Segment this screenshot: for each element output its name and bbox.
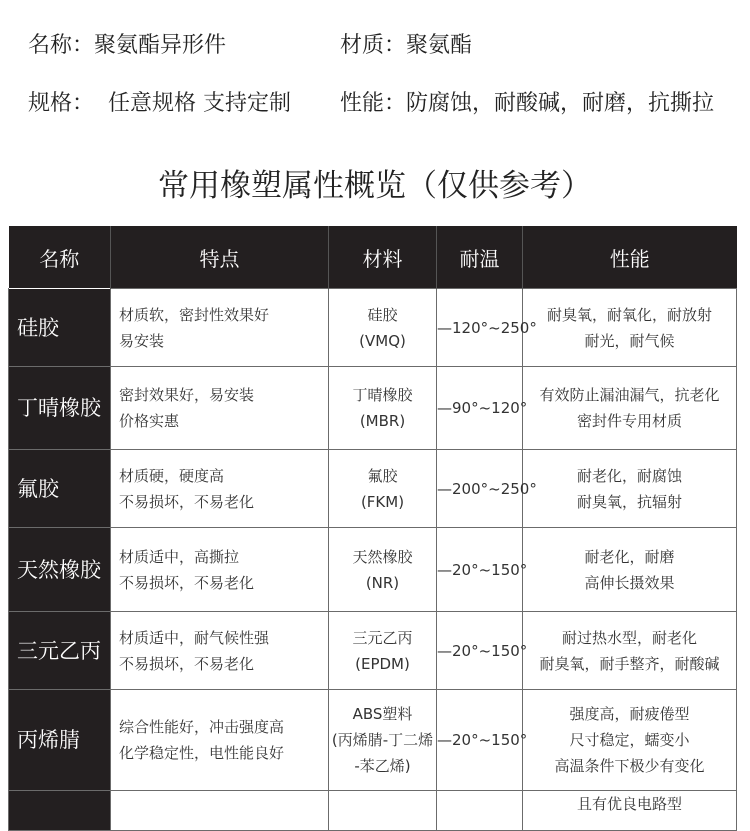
row-temp: —200°~250° — [437, 450, 523, 528]
table-row — [9, 450, 737, 528]
table-row — [9, 528, 737, 612]
table-header-row — [9, 226, 737, 289]
row-name: 丁晴橡胶 — [9, 367, 111, 450]
row-material: 氟胶 (FKM) — [329, 450, 437, 528]
table-row — [9, 690, 737, 791]
row-name: 丙烯腈 — [9, 690, 111, 791]
table-row — [9, 367, 737, 450]
row-material: ABS塑料 (丙烯腈-丁二烯 -苯乙烯) — [329, 690, 437, 791]
row-material: 天然橡胶 (NR) — [329, 528, 437, 612]
row-temp: —90°~120° — [437, 367, 523, 450]
row-performance: 有效防止漏油漏气，抗老化 密封件专用材质 — [523, 367, 737, 450]
row-temp: —20°~150° — [437, 690, 523, 791]
table-row — [9, 289, 737, 367]
row-features: 综合性能好，冲击强度高 化学稳定性，电性能良好 — [111, 690, 329, 791]
row-features: 材质适中，耐气候性强 不易损坏，不易老化 — [111, 612, 329, 690]
spec-name: 名称：聚氨酯异形件 — [28, 33, 227, 58]
row-material — [329, 791, 437, 831]
row-features: 密封效果好，易安装 价格实惠 — [111, 367, 329, 450]
table-title: 常用橡塑属性概览（仅供参考） — [158, 168, 592, 204]
row-performance: 强度高，耐疲倦型 尺寸稳定，蠕变小 高温条件下极少有变化 — [523, 690, 737, 791]
row-temp: —20°~150° — [437, 528, 523, 612]
row-features: 材质软，密封性效果好 易安装 — [111, 289, 329, 367]
table-row — [9, 791, 737, 831]
row-features — [111, 791, 329, 831]
row-features: 材质硬，硬度高 不易损坏，不易老化 — [111, 450, 329, 528]
row-performance: 且有优良电路型 — [523, 791, 737, 831]
row-performance: 耐老化，耐磨 高伸长摄效果 — [523, 528, 737, 612]
table-row — [9, 612, 737, 690]
row-material: 三元乙丙 (EPDM) — [329, 612, 437, 690]
header-features: 特点 — [111, 226, 329, 289]
header-performance: 性能 — [523, 226, 737, 289]
row-name — [9, 791, 111, 831]
row-performance: 耐臭氧，耐氧化，耐放射 耐光，耐气候 — [523, 289, 737, 367]
row-material: 硅胶 (VMQ) — [329, 289, 437, 367]
row-temp — [437, 791, 523, 831]
spec-material: 材质：聚氨酯 — [340, 33, 473, 58]
spec-size: 规格： 任意规格 支持定制 — [28, 91, 291, 116]
row-name: 三元乙丙 — [9, 612, 111, 690]
row-performance: 耐过热水型，耐老化 耐臭氧，耐手整齐，耐酸碱 — [523, 612, 737, 690]
row-temp: —20°~150° — [437, 612, 523, 690]
row-name: 氟胶 — [9, 450, 111, 528]
row-performance: 耐老化，耐腐蚀 耐臭氧，抗辐射 — [523, 450, 737, 528]
row-features: 材质适中，高撕拉 不易损坏，不易老化 — [111, 528, 329, 612]
spec-performance: 性能：防腐蚀，耐酸碱，耐磨，抗撕拉 — [340, 91, 715, 116]
properties-table — [8, 226, 737, 831]
header-material: 材料 — [329, 226, 437, 289]
row-name: 硅胶 — [9, 289, 111, 367]
row-temp: —120°~250° — [437, 289, 523, 367]
row-material: 丁晴橡胶 (MBR) — [329, 367, 437, 450]
header-name: 名称 — [9, 226, 111, 289]
row-name: 天然橡胶 — [9, 528, 111, 612]
header-temp: 耐温 — [437, 226, 523, 289]
